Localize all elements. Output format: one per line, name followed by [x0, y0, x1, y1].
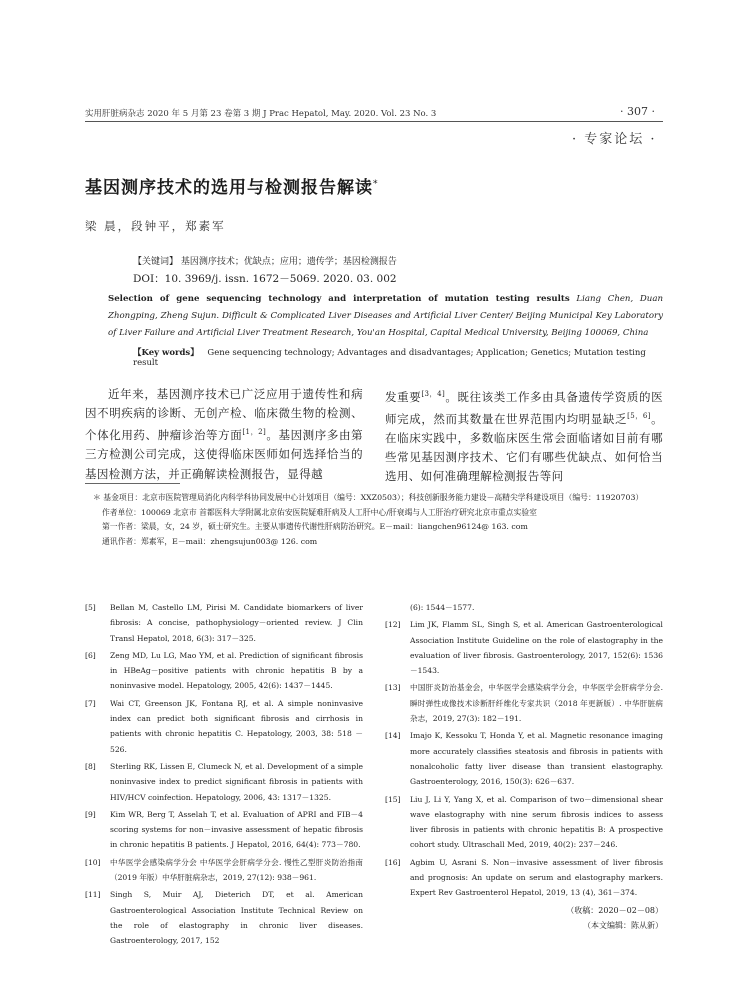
- reference-item: [85, 759, 363, 805]
- footnote-fund: ＊ 基金项目：北京市医院管理局消化内科学科协同发展中心计划项目（编号：XXZ0503）；科技创新服务能力建设－高精尖学科建设项目（编号：11920703）: [93, 493, 644, 502]
- body-right-text-b: 。既往该类工作多由具备遗传学资质的医师完成，然而其数量在世界范围内均明显缺乏: [385, 389, 664, 426]
- footnote-corresponding: 通讯作者：郑素军，E－mail：zhengsujun003@ 126. com: [102, 536, 318, 546]
- reference-item: [385, 680, 663, 726]
- page-number: · 307 ·: [620, 105, 655, 118]
- keywords-cn: 【关键词】 基因测序技术；优缺点；应用；遗传学；基因检测报告: [133, 257, 397, 267]
- reference-text: 中国肝炎防治基金会，中华医学会感染病学分会，中华医学会肝病学分会. 瞬时弹性成像技术诊断肝纤维化专家共识（2018 年更新版）. 中华肝脏病杂志，2019, 27(3): 182－191.: [410, 683, 663, 724]
- english-title: Selection of gene sequencing technology and interpretation of mutation testing results: [108, 294, 570, 304]
- keywords-en-text: Gene sequencing technology; Advantages and disadvantages; Application; Genetics; Mutation testing result: [133, 348, 646, 368]
- reference-number: [13]: [385, 683, 401, 693]
- reference-number: [7]: [85, 698, 96, 708]
- body-right-text-a: 发重要: [385, 389, 422, 404]
- citation: [3，4]: [421, 390, 446, 398]
- received-date: （收稿：2020－02－08）: [566, 905, 663, 915]
- footnote-affiliation: 作者单位：100069 北京市 首都医科大学附属北京佑安医院疑难肝病及人工肝中心/肝衰竭与人工肝治疗研究北京市重点实验室: [102, 507, 537, 517]
- reference-number: [12]: [385, 620, 401, 630]
- body-left-text-b: 。基因测序多由第三方检测公司完成，这使得临床医师如何选择恰当的基因检测方法，并正确解读检测报告，显得越: [85, 428, 363, 481]
- keywords-en: [133, 346, 663, 368]
- reference-number: [5]: [85, 603, 96, 612]
- reference-number: [10]: [85, 857, 101, 867]
- header-rule: [85, 121, 663, 122]
- reference-number: [11]: [85, 890, 101, 900]
- citation: [5，6]: [627, 412, 651, 421]
- reference-item: [85, 696, 363, 757]
- reference-text: (6): 1544－1577.: [410, 603, 475, 612]
- reference-number: [6]: [85, 650, 96, 660]
- reference-item: [385, 728, 663, 789]
- article-title: [85, 173, 379, 198]
- references-left: [85, 600, 363, 951]
- reference-text: Lim JK, Flamm SL, Singh S, et al. American Gastroenterological Association Institute Guideline on the role of elastography in the evaluation of liver fibrosis. Gastroenterology, 2017, 152(6): 1536－1543.: [410, 620, 663, 676]
- english-affiliation: Difficult & Complicated Liver Diseases and Artificial Liver Center/ Beijing Municipal Key Laboratory of Liver Failure and Artificial Liver Treatment Research, You'an Hospital, Capital Medical University, Beijing 100069, China: [108, 311, 663, 338]
- reference-item: [85, 648, 363, 694]
- title-footnote-mark: *: [373, 179, 379, 190]
- english-abstract-heading: [108, 291, 663, 342]
- reference-number: [8]: [85, 761, 96, 771]
- body-right-text-c: 。在临床实践中，多数临床医生常会面临诸如目前有哪些常见基因测序技术、它们有哪些优缺点、如何恰当选用、如何准确理解检测报告等问: [385, 411, 663, 484]
- reference-text: Bellan M, Castello LM, Pirisi M. Candidate biomarkers of liver fibrosis: A concise, pathophysiology－oriented review. J Clin Transl Hepatol, 2018, 6(3): 317－325.: [110, 603, 363, 643]
- reference-text: Sterling RK, Lissen E, Clumeck N, et al. Development of a simple noninvasive index to predict significant fibrosis in patients with HIV/HCV coinfection. Hepatology, 2006, 43: 1317－1325.: [110, 761, 363, 802]
- reference-number: [16]: [385, 857, 401, 867]
- reference-text: Wai CT, Greenson JK, Fontana RJ, et al. A simple noninvasive index can predict both significant fibrosis and cirrhosis in patients with chronic hepatitis C. Hepatology, 2003, 38: 518 － 526.: [110, 698, 363, 754]
- footnotes: [85, 491, 663, 549]
- reference-text: Zeng MD, Lu LG, Mao YM, et al. Prediction of significant fibrosis in HBeAg－positive patients with chronic hepatitis B by a noninvasive model. Hepatology, 2005, 42(6): 1437－1445.: [110, 650, 363, 691]
- reference-number: [9]: [85, 809, 96, 819]
- journal-header: 实用肝脏病杂志 2020 年 5 月第 23 卷第 3 期 J Prac Hepatol, May. 2020. Vol. 23 No. 3: [85, 109, 437, 119]
- reference-item: [85, 887, 363, 948]
- body-right-column: [385, 385, 663, 487]
- column-tag: · 专家论坛 ·: [572, 132, 657, 147]
- references-right: [385, 600, 663, 933]
- english-authors: Liang Chen, Duan Zhongping, Zheng Sujun.: [108, 294, 664, 321]
- title-text: 基因测序技术的选用与检测报告解读: [85, 178, 373, 198]
- reference-item: [385, 600, 663, 615]
- citation: [1，2]: [242, 428, 267, 437]
- reference-text: Imajo K, Kessoku T, Honda Y, et al. Magnetic resonance imaging more accurately classifies steatosis and fibrosis in patients with nonalcoholic fatty liver disease than transient elastography. Gastroenterology, 2016, 150(3): 626－637.: [410, 731, 663, 787]
- reference-text: 中华医学会感染病学分会 中华医学会肝病学分会. 慢性乙型肝炎防治指南（2019 年版）中华肝脏病杂志，2019, 27(12): 938－961.: [110, 857, 363, 883]
- reference-text: Singh S, Muir AJ, Dieterich DT, et al. American Gastroenterological Association Institute Technical Review on the role of elastography in chronic liver diseases. Gastroenterology, 2017, 152: [110, 890, 363, 946]
- reference-item: [85, 855, 363, 886]
- footnote-rule: [85, 483, 180, 484]
- body-left-text-a: 近年来，基因测序技术已广泛应用于遗传性和病因不明疾病的诊断、无创产检、临床微生物的检测、个体化用药、肿瘤诊治等方面: [85, 387, 363, 443]
- reference-item: [385, 792, 663, 853]
- reference-number: [15]: [385, 794, 401, 804]
- keywords-en-label: 【Key words】: [133, 348, 199, 358]
- doi: DOI：10. 3969/j. issn. 1672－5069. 2020. 03. 002: [133, 273, 397, 285]
- reference-text: Liu J, Li Y, Yang X, et al. Comparison of two－dimensional shear wave elastography with nine serum fibrosis indices to assess liver fibrosis in patients with chronic hepatitis B: A prospective cohort study. Ultraschall Med, 2019, 40(2): 237－246.: [410, 794, 663, 850]
- body-left-column: [85, 385, 363, 484]
- reference-text: Agbim U, Asrani S. Non－invasive assessment of liver fibrosis and prognosis: An update on serum and elastography markers. Expert Rev Gastroenterol Hepatol, 2019, 13 (4), 361－374.: [410, 857, 663, 898]
- reference-item: [385, 617, 663, 678]
- editor-note: （本文编辑：陈从新）: [583, 920, 663, 930]
- reference-item: [85, 807, 363, 853]
- reference-item: [85, 600, 363, 646]
- reference-item: [385, 855, 663, 901]
- footnote-first-author: 第一作者：梁晨，女，24 岁，硕士研究生。主要从事遗传代谢性肝病防治研究。E－mail：liangchen96124@ 163. com: [102, 522, 528, 531]
- authors: 梁 晨，段钟平，郑素军: [85, 219, 226, 233]
- reference-number: [14]: [385, 731, 401, 741]
- reference-text: Kim WR, Berg T, Asselah T, et al. Evaluation of APRI and FIB－4 scoring systems for non－invasive assessment of hepatic fibrosis in chronic hepatitis B patients. J Hepatol, 2016, 64(4): 773－780.: [110, 809, 363, 850]
